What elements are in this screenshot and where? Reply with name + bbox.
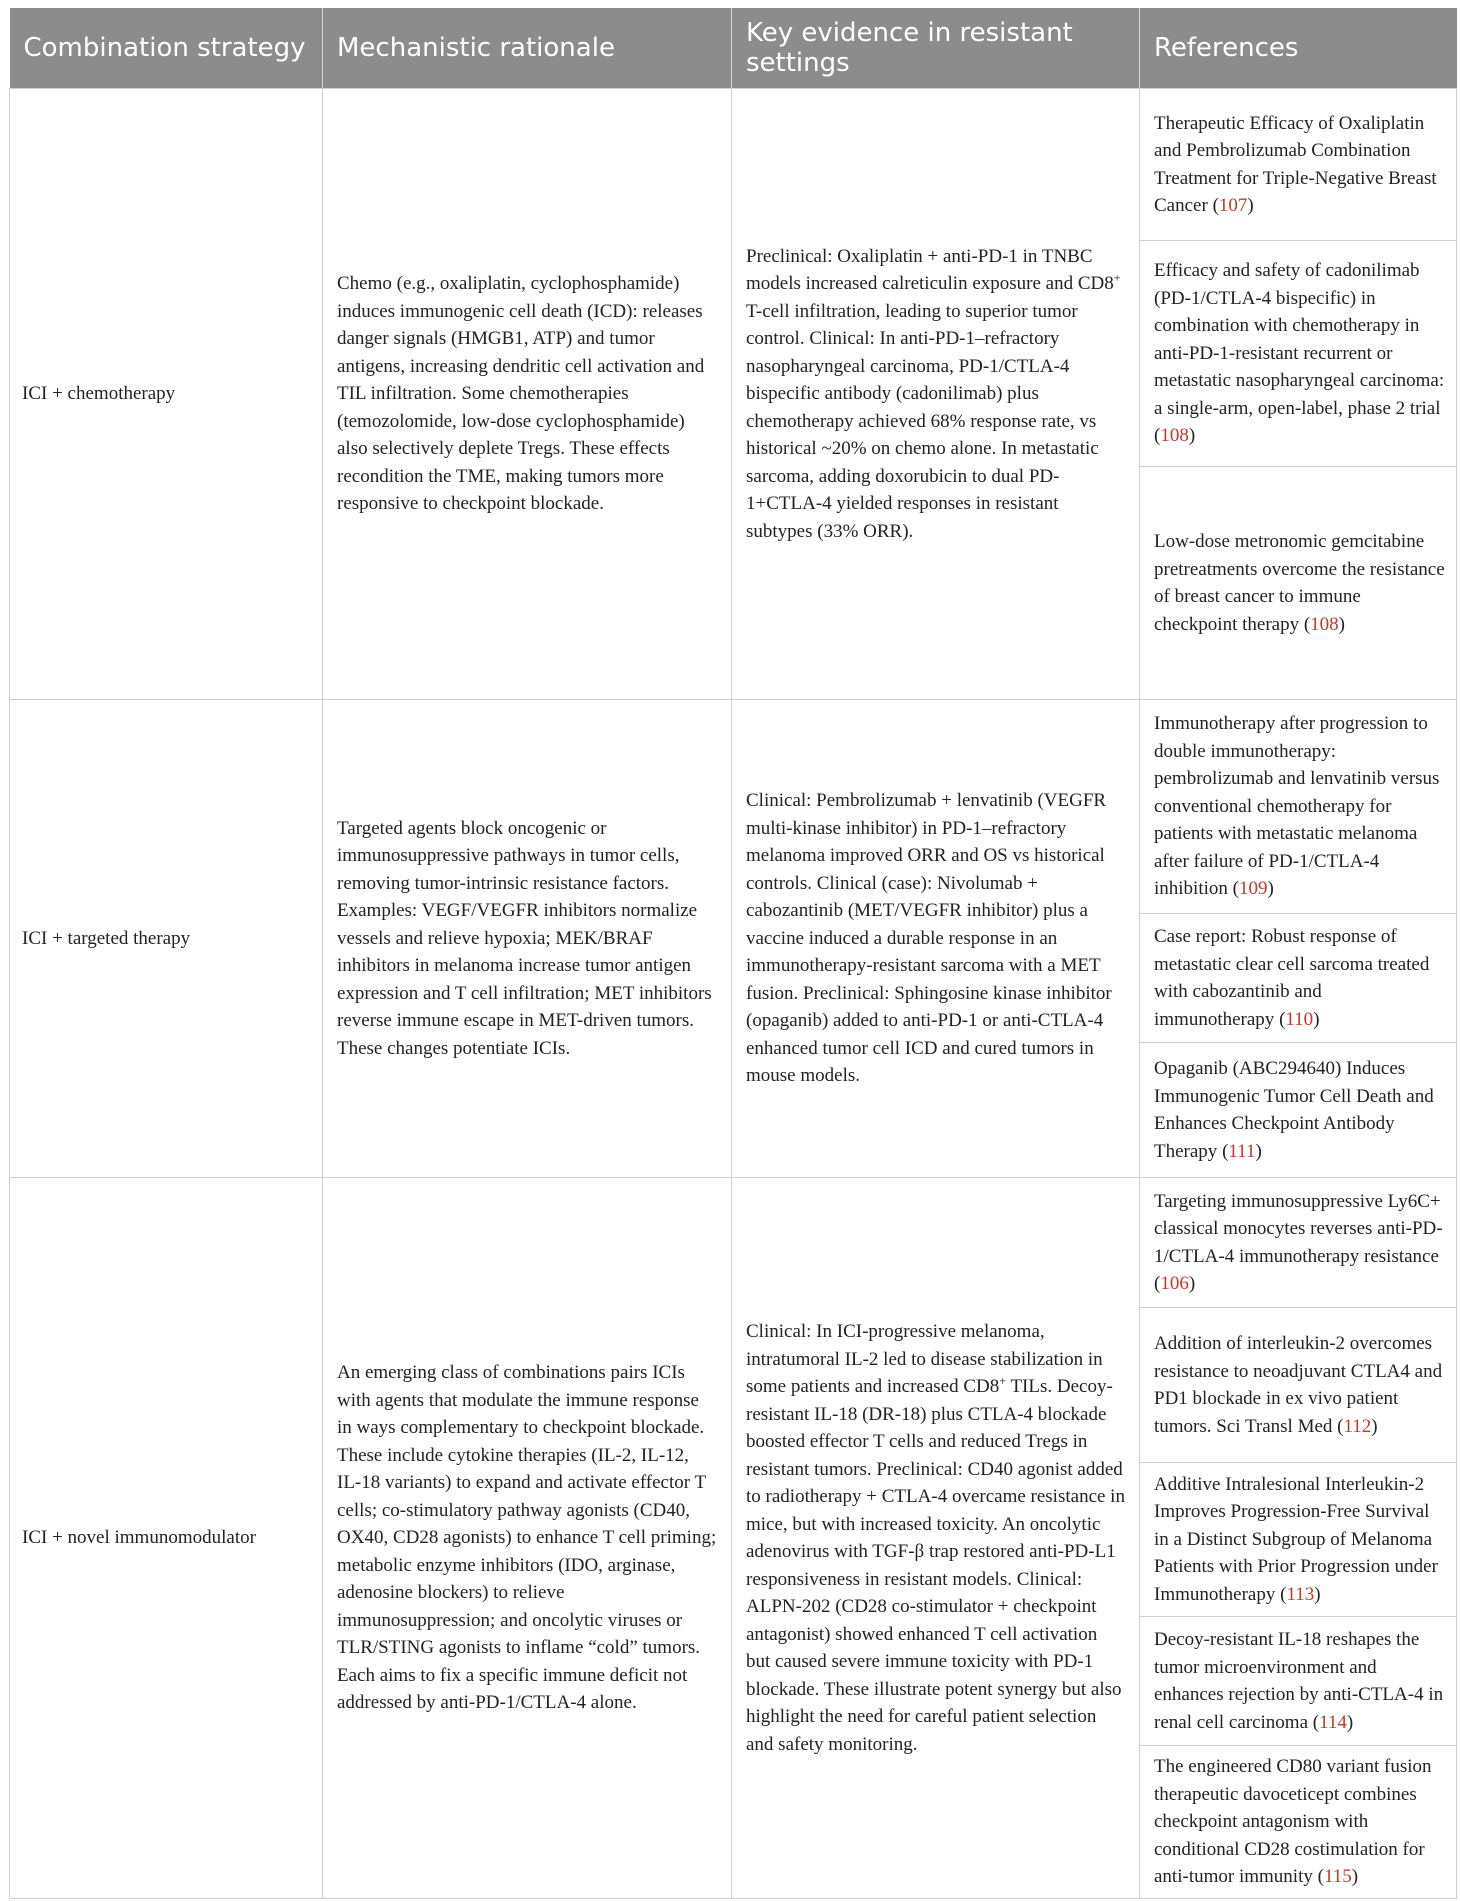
evidence-cell — [732, 1178, 1140, 1899]
reference-item: Case report: Robust response of metastatic clear cell sarcoma treated with cabozantinib and immunotherapy (110) — [1140, 913, 1456, 1042]
evidence-text: Preclinical: Oxaliplatin + anti-PD-1 in TNBC models increased calreticulin exposure and CD8 — [746, 245, 1114, 295]
reference-title: Therapeutic Efficacy of Oxaliplatin and Pembrolizumab Combination Treatment for Triple-Negative Breast Cancer — [1154, 112, 1437, 216]
superscript-plus: + — [999, 1373, 1007, 1388]
reference-number-link[interactable]: 109 — [1238, 878, 1268, 900]
reference-title: Immunotherapy after progression to double immunotherapy: pembrolizumab and lenvatinib versus conventional chemotherapy for patients with metastatic melanoma after failure of PD-1/CTLA-4 inhibition — [1154, 713, 1440, 900]
reference-number-link[interactable]: 106 — [1160, 1273, 1189, 1294]
header-key-evidence: Key evidence in resistant settings — [732, 8, 1140, 89]
reference-item: Efficacy and safety of cadonilimab (PD-1/CTLA-4 bispecific) in combination with chemotherapy in anti-PD-1-resistant recurrent or metastatic nasopharyngeal carcinoma: a single-arm, open-label, phase 2 trial (108) — [1140, 240, 1456, 466]
reference-item: Opaganib (ABC294640) Induces Immunogenic Tumor Cell Death and Enhances Checkpoint Antibody Therapy (111) — [1140, 1042, 1456, 1177]
reference-title: Low-dose metronomic gemcitabine pretreatments overcome the resistance of breast cancer to immune checkpoint therapy — [1154, 531, 1445, 635]
reference-number-link[interactable]: 108 — [1160, 425, 1189, 447]
rationale-cell: An emerging class of combinations pairs ICIs with agents that modulate the immune response in ways complementary to checkpoint blockade. These include cytokine therapies (IL-2, IL-12, IL-18 variants) to expand and activate effector T cells; co-stimulatory pathway agonists (CD40, OX40, CD28 agonists) to enhance T cell priming; metabolic enzyme inhibitors (IDO, arginase, adenosine blockers) to relieve immunosuppression; and oncolytic viruses or TLR/STING agonists to inflame “cold” tumors. Each aims to fix a specific immune deficit not addressed by anti-PD-1/CTLA-4 alone. — [323, 1178, 732, 1899]
table-row-targeted-therapy — [10, 700, 1457, 1178]
header-references: References — [1140, 8, 1457, 89]
references-cell — [1140, 1178, 1457, 1899]
header-row — [10, 8, 1457, 89]
strategy-cell: ICI + chemotherapy — [10, 89, 323, 700]
references-cell — [1140, 89, 1457, 700]
reference-title: Targeting immunosuppressive Ly6C+ classical monocytes reverses anti-PD-1/CTLA-4 immunotherapy resistance — [1154, 1190, 1443, 1267]
reference-number-link[interactable]: 114 — [1319, 1711, 1347, 1733]
evidence-cell — [732, 89, 1140, 700]
reference-number-link[interactable]: 107 — [1218, 195, 1248, 216]
combination-strategy-table — [9, 8, 1457, 1899]
table-row-novel-immunomodulator — [10, 1178, 1457, 1899]
reference-item: Targeting immunosuppressive Ly6C+ classical monocytes reverses anti-PD-1/CTLA-4 immunotherapy resistance (106) — [1154, 1190, 1443, 1294]
table-row-chemotherapy — [10, 89, 1457, 700]
reference-item: The engineered CD80 variant fusion therapeutic davoceticept combines checkpoint antagonism with conditional CD28 costimulation for anti-tumor immunity (115) — [1140, 1745, 1456, 1898]
reference-number-link[interactable]: 111 — [1228, 1140, 1256, 1162]
reference-number-link[interactable]: 115 — [1323, 1866, 1352, 1888]
references-cell — [1140, 700, 1457, 1178]
reference-item: Immunotherapy after progression to double immunotherapy: pembrolizumab and lenvatinib versus conventional chemotherapy for patients with metastatic melanoma after failure of PD-1/CTLA-4 inhibition (109) — [1154, 713, 1440, 900]
rationale-cell: Chemo (e.g., oxaliplatin, cyclophosphamide) induces immunogenic cell death (ICD): releases danger signals (HMGB1, ATP) and tumor antigens, increasing dendritic cell activation and TIL infiltration. Some chemotherapies (temozolomide, low-dose cyclophosphamide) also selectively deplete Tregs. These effects recondition the TME, making tumors more responsive to checkpoint blockade. — [323, 89, 732, 700]
evidence-cell: Clinical: Pembrolizumab + lenvatinib (VEGFR multi-kinase inhibitor) in PD-1–refractory melanoma improved ORR and OS vs historical controls. Clinical (case): Nivolumab + cabozantinib (MET/VEGFR inhibitor) plus a vaccine induced a durable response in an immunotherapy-resistant sarcoma with a MET fusion. Preclinical: Sphingosine kinase inhibitor (opaganib) added to anti-PD-1 or anti-CTLA-4 enhanced tumor cell ICD and cured tumors in mouse models. — [732, 700, 1140, 1178]
evidence-text: T-cell infiltration, leading to superior tumor control. Clinical: In anti-PD-1–refractory nasopharyngeal carcinoma, PD-1/CTLA-4 bispecific antibody (cadonilimab) plus chemotherapy achieved 68% response rate, vs historical ~20% on chemo alone. In metastatic sarcoma, adding doxorubicin to dual PD-1+CTLA-4 yielded responses in resistant subtypes (33% ORR). — [746, 300, 1099, 542]
header-combination-strategy: Combination strategy — [10, 8, 323, 89]
rationale-cell: Targeted agents block oncogenic or immunosuppressive pathways in tumor cells, removing tumor-intrinsic resistance factors. Examples: VEGF/VEGFR inhibitors normalize vessels and relieve hypoxia; MEK/BRAF inhibitors in melanoma increase tumor antigen expression and T cell infiltration; MET inhibitors reverse immune escape in MET-driven tumors. These changes potentiate ICIs. — [323, 700, 732, 1178]
reference-title: Opaganib (ABC294640) Induces Immunogenic Tumor Cell Death and Enhances Checkpoint Antibody Therapy — [1154, 1058, 1434, 1162]
strategy-cell: ICI + novel immunomodulator — [10, 1178, 323, 1899]
header-mechanistic-rationale: Mechanistic rationale — [323, 8, 732, 89]
reference-number-link[interactable]: 108 — [1310, 613, 1339, 635]
reference-item: Low-dose metronomic gemcitabine pretreatments overcome the resistance of breast cancer to immune checkpoint therapy (108) — [1140, 466, 1456, 699]
superscript-plus: + — [1113, 270, 1121, 285]
reference-title: Addition of interleukin-2 overcomes resistance to neoadjuvant CTLA4 and PD1 blockade in ex vivo patient tumors. Sci Transl Med — [1154, 1333, 1443, 1437]
reference-item: Decoy-resistant IL-18 reshapes the tumor microenvironment and enhances rejection by anti-CTLA-4 in renal cell carcinoma (114) — [1140, 1616, 1456, 1745]
reference-item: Therapeutic Efficacy of Oxaliplatin and Pembrolizumab Combination Treatment for Triple-Negative Breast Cancer (107) — [1154, 112, 1437, 216]
reference-number-link[interactable]: 110 — [1285, 1008, 1314, 1030]
combination-strategy-table-page — [9, 8, 1456, 1896]
evidence-text: TILs. Decoy-resistant IL-18 (DR-18) plus CTLA-4 blockade boosted effector T cells and reduced Tregs in resistant tumors. Preclinical: CD40 agonist added to radiotherapy + CTLA-4 overcame resistance in mice, but with increased toxicity. An oncolytic adenovirus with TGF-β trap restored anti-PD-L1 responsiveness in resistant models. Clinical: ALPN-202 (CD28 co-stimulator + checkpoint antagonist) showed enhanced T cell activation but caused severe immune toxicity with PD-1 blockade. These illustrate potent synergy but also highlight the need for careful patient selection and safety monitoring. — [746, 1376, 1125, 1755]
strategy-cell: ICI + targeted therapy — [10, 700, 323, 1178]
reference-title: Additive Intralesional Interleukin-2 Improves Progression-Free Survival in a Distinct Subgroup of Melanoma Patients with Prior Progression under Immunotherapy — [1154, 1473, 1438, 1605]
reference-title: The engineered CD80 variant fusion therapeutic davoceticept combines checkpoint antagonism with conditional CD28 costimulation for anti-tumor immunity — [1154, 1756, 1432, 1888]
reference-number-link[interactable]: 113 — [1286, 1583, 1315, 1605]
evidence-text: Clinical: In ICI-progressive melanoma, intratumoral IL-2 led to disease stabilization in some patients and increased CD8 — [746, 1321, 1103, 1397]
reference-title: Case report: Robust response of metastatic clear cell sarcoma treated with cabozantinib and immunotherapy — [1154, 926, 1430, 1030]
reference-item: Additive Intralesional Interleukin-2 Improves Progression-Free Survival in a Distinct Subgroup of Melanoma Patients with Prior Progression under Immunotherapy (113) — [1140, 1462, 1456, 1616]
reference-title: Efficacy and safety of cadonilimab (PD-1/CTLA-4 bispecific) in combination with chemotherapy in anti-PD-1-resistant recurrent or metastatic nasopharyngeal carcinoma: a single-arm, open-label, phase 2 trial — [1154, 260, 1445, 419]
reference-number-link[interactable]: 112 — [1343, 1415, 1372, 1437]
reference-title: Decoy-resistant IL-18 reshapes the tumor microenvironment and enhances rejection by anti-CTLA-4 in renal cell carcinoma — [1154, 1629, 1444, 1733]
reference-item: Addition of interleukin-2 overcomes resistance to neoadjuvant CTLA4 and PD1 blockade in ex vivo patient tumors. Sci Transl Med (112) — [1140, 1307, 1456, 1462]
